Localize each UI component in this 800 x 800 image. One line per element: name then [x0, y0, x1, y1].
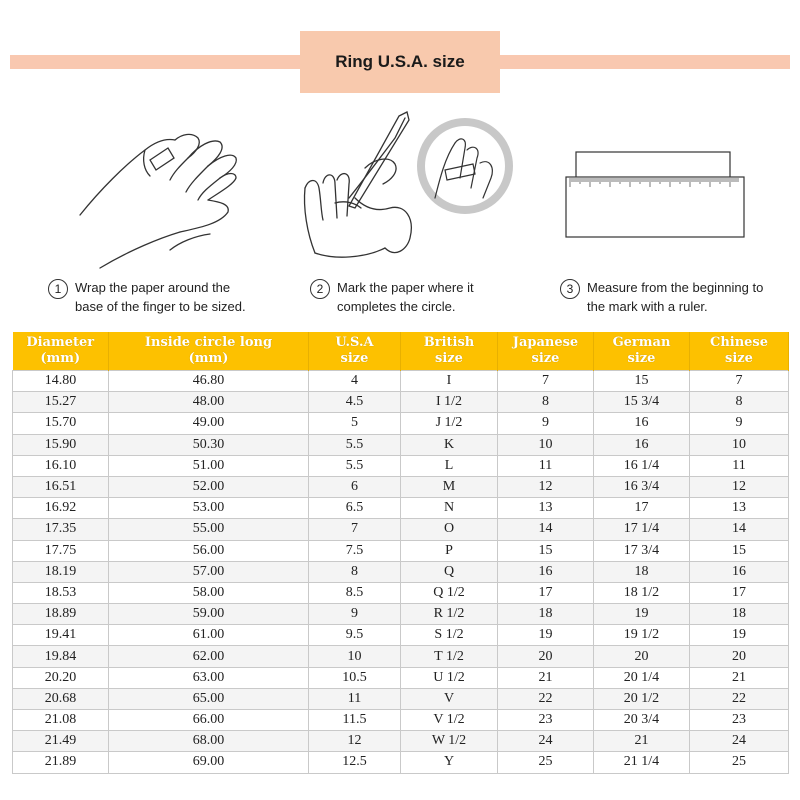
table-cell: 21 — [690, 667, 789, 688]
table-cell: 18 — [498, 604, 594, 625]
table-row — [13, 476, 789, 497]
table-row — [13, 667, 789, 688]
table-row — [13, 604, 789, 625]
table-cell: 23 — [498, 710, 594, 731]
table-cell: 10 — [309, 646, 401, 667]
step-2 — [310, 278, 474, 316]
table-cell: 14.80 — [13, 371, 109, 392]
table-cell: 11 — [309, 688, 401, 709]
table-cell: 15 — [690, 540, 789, 561]
header-german-size: German size — [594, 332, 690, 371]
table-cell: 4 — [309, 371, 401, 392]
step-number: 3 — [560, 279, 580, 299]
step-1 — [48, 278, 246, 316]
table-cell: 19 — [594, 604, 690, 625]
table-cell: I 1/2 — [401, 392, 498, 413]
table-cell: 15 3/4 — [594, 392, 690, 413]
step-number: 2 — [310, 279, 330, 299]
table-cell: 17 — [690, 582, 789, 603]
table-header-row — [13, 332, 789, 371]
table-cell: 49.00 — [109, 413, 309, 434]
table-cell: 10 — [690, 434, 789, 455]
hand-wrap-paper-illustration — [70, 120, 270, 270]
table-cell: 18.53 — [13, 582, 109, 603]
table-row — [13, 688, 789, 709]
step-number: 1 — [48, 279, 68, 299]
size-chart-table — [12, 332, 788, 774]
table-cell: 20 — [498, 646, 594, 667]
table-cell: 21.89 — [13, 752, 109, 773]
step-text-line: base of the finger to be sized. — [75, 299, 246, 314]
table-row — [13, 731, 789, 752]
table-cell: 21 1/4 — [594, 752, 690, 773]
table-cell: 9 — [498, 413, 594, 434]
table-cell: 20.20 — [13, 667, 109, 688]
table-cell: R 1/2 — [401, 604, 498, 625]
table-cell: 17 — [498, 582, 594, 603]
table-cell: L — [401, 455, 498, 476]
table-cell: K — [401, 434, 498, 455]
table-cell: 9 — [690, 413, 789, 434]
table-cell: 55.00 — [109, 519, 309, 540]
header-diameter: Diameter (mm) — [13, 332, 109, 371]
table-cell: 17.75 — [13, 540, 109, 561]
table-cell: 5 — [309, 413, 401, 434]
table-cell: S 1/2 — [401, 625, 498, 646]
table-cell: 18.19 — [13, 561, 109, 582]
table-cell: 48.00 — [109, 392, 309, 413]
table-cell: 16.51 — [13, 476, 109, 497]
table-cell: 12 — [498, 476, 594, 497]
table-cell: 17 3/4 — [594, 540, 690, 561]
table-cell: 22 — [690, 688, 789, 709]
header-usa-size: U.S.A size — [309, 332, 401, 371]
table-cell: 6.5 — [309, 498, 401, 519]
table-cell: 20 — [690, 646, 789, 667]
table-row — [13, 519, 789, 540]
table-cell: 21 — [498, 667, 594, 688]
table-cell: 16 — [498, 561, 594, 582]
step-text-line: Wrap the paper around the — [75, 280, 231, 295]
table-cell: 24 — [498, 731, 594, 752]
table-cell: 61.00 — [109, 625, 309, 646]
table-cell: 10 — [498, 434, 594, 455]
table-cell: V 1/2 — [401, 710, 498, 731]
table-cell: 9 — [309, 604, 401, 625]
table-cell: 19.41 — [13, 625, 109, 646]
table-cell: 8.5 — [309, 582, 401, 603]
table-cell: 68.00 — [109, 731, 309, 752]
table-cell: 25 — [498, 752, 594, 773]
table-cell: 19.84 — [13, 646, 109, 667]
step-text-line: the mark with a ruler. — [587, 299, 708, 314]
table-cell: 16 — [594, 413, 690, 434]
table-cell: 52.00 — [109, 476, 309, 497]
table-cell: 69.00 — [109, 752, 309, 773]
table-cell: 21 — [594, 731, 690, 752]
table-cell: 8 — [498, 392, 594, 413]
table-cell: 20 1/2 — [594, 688, 690, 709]
table-cell: 24 — [690, 731, 789, 752]
step-text-line: Measure from the beginning to — [587, 280, 764, 295]
table-cell: 15.27 — [13, 392, 109, 413]
table-cell: 8 — [690, 392, 789, 413]
table-cell: I — [401, 371, 498, 392]
table-row — [13, 625, 789, 646]
table-cell: Y — [401, 752, 498, 773]
table-row — [13, 752, 789, 773]
table-row — [13, 582, 789, 603]
table-cell: U 1/2 — [401, 667, 498, 688]
table-row — [13, 413, 789, 434]
header-british-size: British size — [401, 332, 498, 371]
table-cell: 57.00 — [109, 561, 309, 582]
table-cell: 53.00 — [109, 498, 309, 519]
table-cell: 16 — [690, 561, 789, 582]
table-cell: 63.00 — [109, 667, 309, 688]
table-cell: 21.49 — [13, 731, 109, 752]
table-cell: W 1/2 — [401, 731, 498, 752]
header-inside-circle: Inside circle long (mm) — [109, 332, 309, 371]
table-cell: 62.00 — [109, 646, 309, 667]
table-cell: 16 1/4 — [594, 455, 690, 476]
table-cell: 20 3/4 — [594, 710, 690, 731]
table-cell: 65.00 — [109, 688, 309, 709]
table-cell: 19 — [690, 625, 789, 646]
table-row — [13, 710, 789, 731]
table-cell: 17 1/4 — [594, 519, 690, 540]
table-cell: N — [401, 498, 498, 519]
table-cell: 16 — [594, 434, 690, 455]
table-cell: 46.80 — [109, 371, 309, 392]
table-cell: 18 1/2 — [594, 582, 690, 603]
table-row — [13, 392, 789, 413]
table-cell: 11.5 — [309, 710, 401, 731]
table-cell: 12 — [690, 476, 789, 497]
table-row — [13, 455, 789, 476]
table-cell: 15 — [594, 371, 690, 392]
table-row — [13, 561, 789, 582]
table-cell: 23 — [690, 710, 789, 731]
table-cell: 19 1/2 — [594, 625, 690, 646]
table-row — [13, 646, 789, 667]
step-text-line: Mark the paper where it — [337, 280, 474, 295]
table-cell: 4.5 — [309, 392, 401, 413]
table-cell: 12.5 — [309, 752, 401, 773]
table-cell: 18 — [594, 561, 690, 582]
table-cell: 11 — [498, 455, 594, 476]
table-cell: 14 — [498, 519, 594, 540]
table-cell: 20 1/4 — [594, 667, 690, 688]
table-row — [13, 498, 789, 519]
table-cell: 21.08 — [13, 710, 109, 731]
table-cell: 8 — [309, 561, 401, 582]
ruler-illustration — [560, 145, 750, 245]
table-cell: J 1/2 — [401, 413, 498, 434]
page-title: Ring U.S.A. size — [300, 31, 500, 93]
table-cell: 20 — [594, 646, 690, 667]
table-cell: O — [401, 519, 498, 540]
header-japanese-size: Japanese size — [498, 332, 594, 371]
table-row — [13, 371, 789, 392]
table-cell: M — [401, 476, 498, 497]
table-cell: P — [401, 540, 498, 561]
table-cell: 7 — [690, 371, 789, 392]
table-cell: 16.10 — [13, 455, 109, 476]
table-cell: 16 3/4 — [594, 476, 690, 497]
table-cell: 15.70 — [13, 413, 109, 434]
table-cell: 15.90 — [13, 434, 109, 455]
table-cell: 51.00 — [109, 455, 309, 476]
table-cell: 50.30 — [109, 434, 309, 455]
table-cell: 6 — [309, 476, 401, 497]
table-cell: 15 — [498, 540, 594, 561]
header-chinese-size: Chinese size — [690, 332, 789, 371]
table-cell: 25 — [690, 752, 789, 773]
step-3 — [560, 278, 763, 316]
table-cell: 66.00 — [109, 710, 309, 731]
hands-mark-paper-illustration — [295, 108, 520, 273]
table-cell: 7.5 — [309, 540, 401, 561]
table-cell: 19 — [498, 625, 594, 646]
table-cell: 20.68 — [13, 688, 109, 709]
table-cell: 17 — [594, 498, 690, 519]
table-cell: V — [401, 688, 498, 709]
table-cell: 5.5 — [309, 434, 401, 455]
table-cell: 5.5 — [309, 455, 401, 476]
table-cell: 58.00 — [109, 582, 309, 603]
table-cell: Q 1/2 — [401, 582, 498, 603]
table-cell: 18 — [690, 604, 789, 625]
table-cell: 16.92 — [13, 498, 109, 519]
table-cell: Q — [401, 561, 498, 582]
table-cell: 22 — [498, 688, 594, 709]
table-cell: 59.00 — [109, 604, 309, 625]
table-row — [13, 434, 789, 455]
table-cell: 13 — [498, 498, 594, 519]
table-cell: 56.00 — [109, 540, 309, 561]
table-cell: 12 — [309, 731, 401, 752]
table-cell: 7 — [498, 371, 594, 392]
table-cell: 7 — [309, 519, 401, 540]
table-cell: 11 — [690, 455, 789, 476]
table-cell: 10.5 — [309, 667, 401, 688]
table-cell: 14 — [690, 519, 789, 540]
table-cell: 18.89 — [13, 604, 109, 625]
step-text-line: completes the circle. — [337, 299, 456, 314]
table-cell: 13 — [690, 498, 789, 519]
table-cell: T 1/2 — [401, 646, 498, 667]
table-cell: 17.35 — [13, 519, 109, 540]
table-row — [13, 540, 789, 561]
table-cell: 9.5 — [309, 625, 401, 646]
